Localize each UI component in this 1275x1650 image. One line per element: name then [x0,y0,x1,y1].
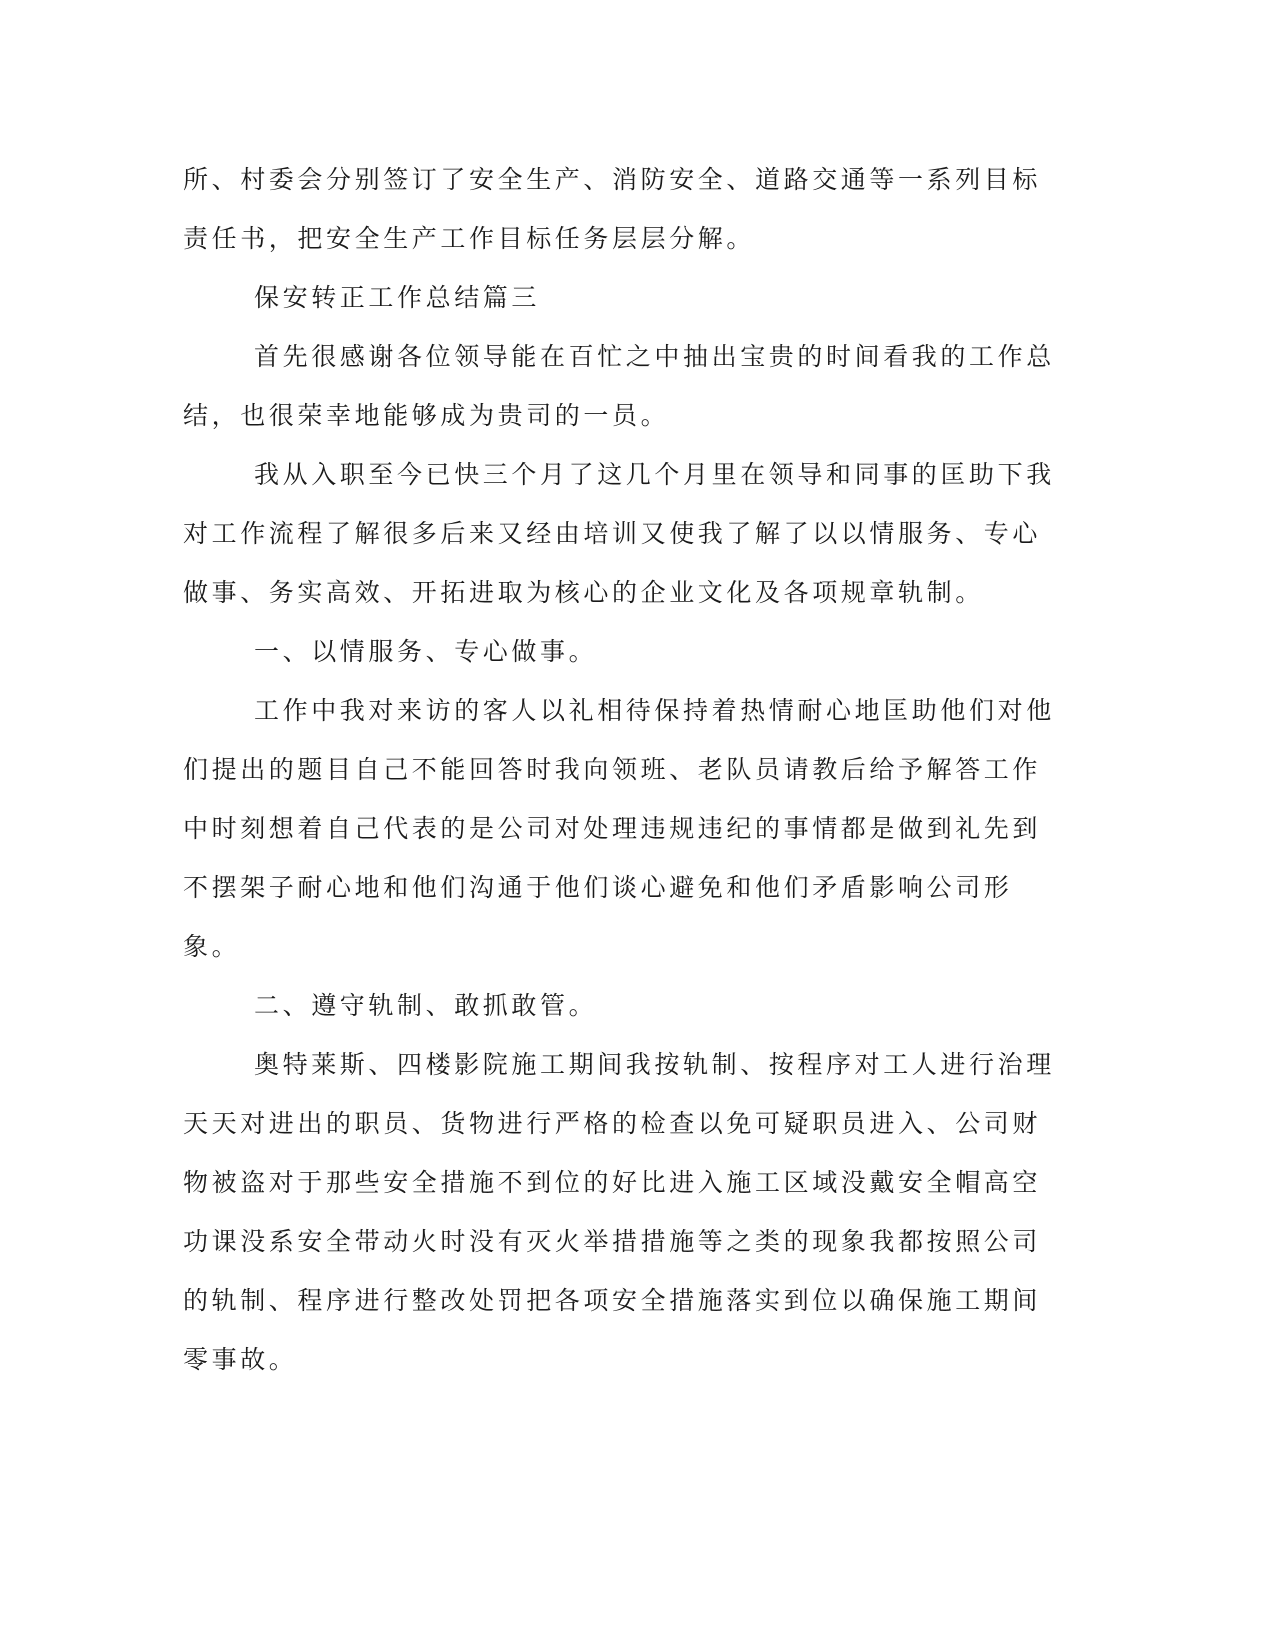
paragraph-overview: 我从入职至今已快三个月了这几个月里在领导和同事的匡助下我对工作流程了解很多后来又经由培训又使我了解了以以情服务、专心做事、务实高效、开拓进取为核心的企业文化及各项规章轨制。 [183,460,1055,607]
heading-one: 一、以情服务、专心做事。 [254,637,598,666]
document-body [183,150,1063,1389]
paragraph-service: 工作中我对来访的客人以礼相待保持着热情耐心地匡助他们对他们提出的题目自己不能回答时我向领班、老队员请教后给予解答工作中时刻想着自己代表的是公司对处理违规违纪的事情都是做到礼先到不摆架子耐心地和他们沟通于他们谈心避免和他们矛盾影响公司形象。 [183,696,1055,961]
section-title: 保安转正工作总结篇三 [254,283,541,312]
paragraph-rules: 奥特莱斯、四楼影院施工期间我按轨制、按程序对工人进行治理天天对进出的职员、货物进行严格的检查以免可疑职员进入、公司财物被盗对于那些安全措施不到位的好比进入施工区域没戴安全帽高空功课没系安全带动火时没有灭火举措措施等之类的现象我都按照公司的轨制、程序进行整改处罚把各项安全措施落实到位以确保施工期间零事故。 [183,1050,1055,1374]
paragraph-intro: 首先很感谢各位领导能在百忙之中抽出宝贵的时间看我的工作总结，也很荣幸地能够成为贵司的一员。 [183,342,1055,430]
paragraph-continued: 所、村委会分别签订了安全生产、消防安全、道路交通等一系列目标责任书，把安全生产工作目标任务层层分解。 [183,165,1042,253]
heading-two: 二、遵守轨制、敢抓敢管。 [254,991,598,1020]
